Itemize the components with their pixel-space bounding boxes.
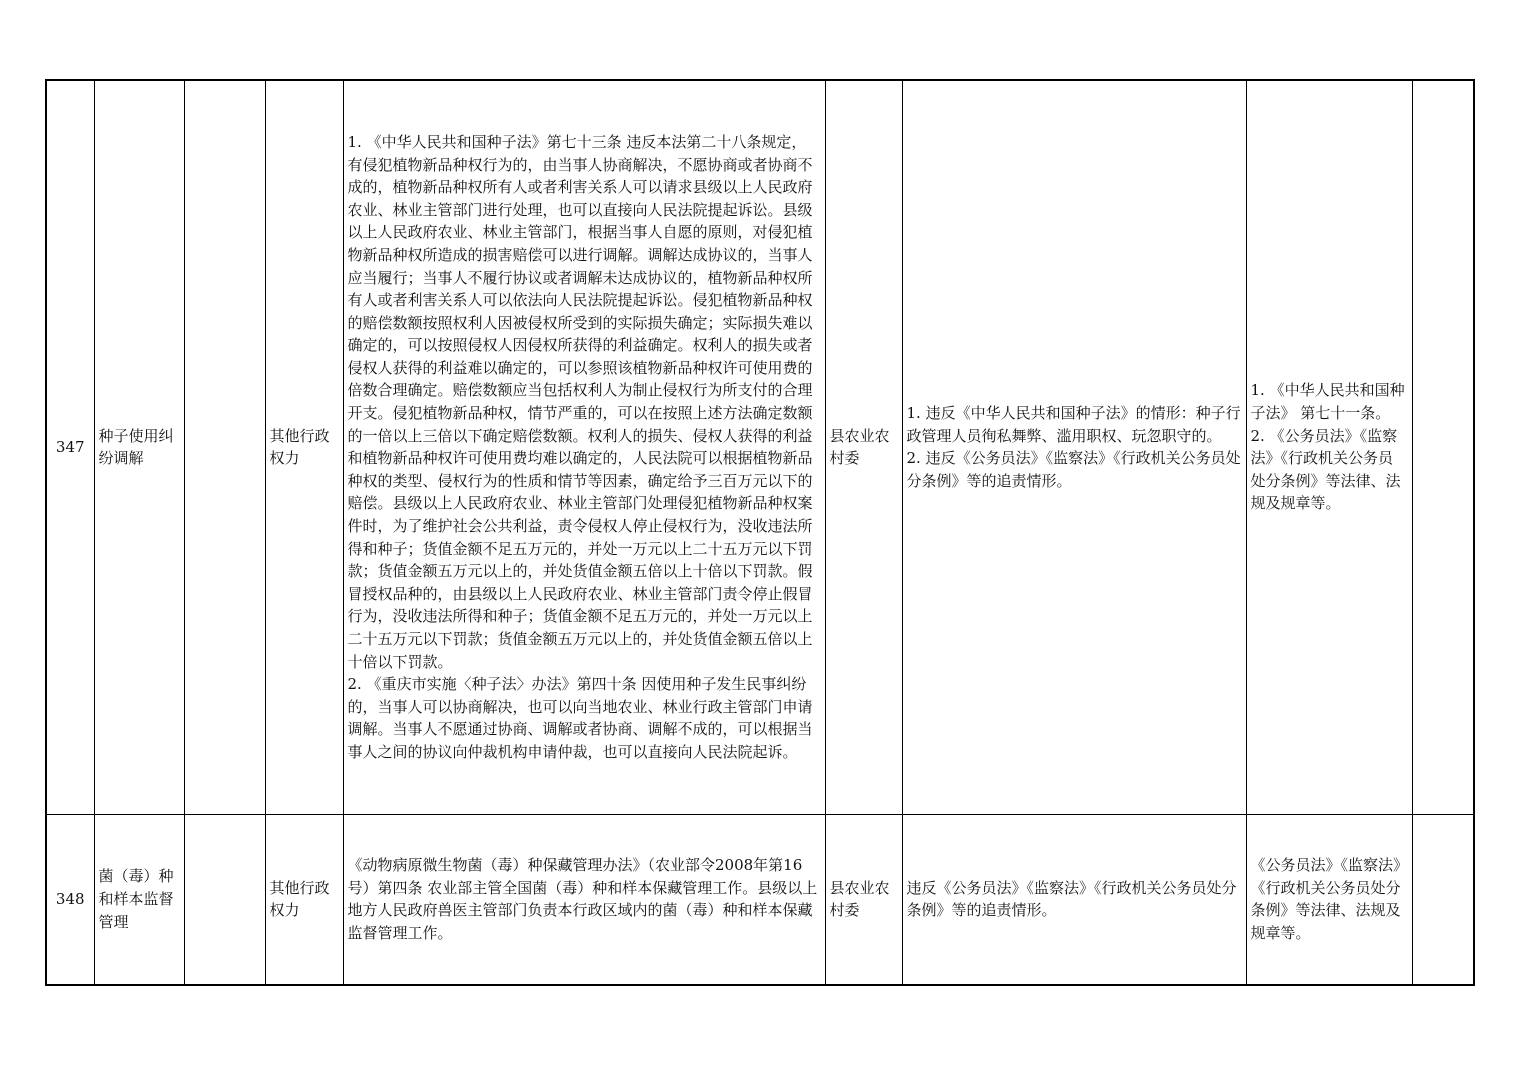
row-number: 347: [46, 80, 94, 814]
empty-cell: [184, 814, 265, 985]
liability-basis-paragraph: 1. 《中华人民共和国种子法》 第七十一条。: [1250, 381, 1405, 423]
table-row: [46, 80, 1474, 814]
power-name: 菌（毒）种和样本监督管理: [94, 814, 184, 985]
power-type: 其他行政权力: [265, 814, 343, 985]
row-number: 348: [46, 814, 94, 985]
empty-cell: [184, 80, 265, 814]
legal-basis: [343, 80, 825, 814]
liability-basis-paragraph: 《公务员法》《监察法》《行政机关公务员处分条例》等法律、法规及规章等。: [1250, 856, 1401, 942]
responsible-department: 县农业农村委: [825, 80, 902, 814]
liability-cases: [902, 814, 1246, 985]
liability-paragraph: 2. 违反《公务员法》《监察法》《行政机关公务员处分条例》等的追责情形。: [906, 449, 1241, 490]
power-type: 其他行政权力: [265, 80, 343, 814]
liability-basis-paragraph: 2. 《公务员法》《监察法》《行政机关公务员处分条例》等法律、法规及规章等。: [1250, 426, 1401, 513]
powers-table: [45, 79, 1475, 986]
liability-basis: [1246, 814, 1412, 985]
legal-basis-paragraph: 2. 《重庆市实施〈种子法〉办法》第四十条 因使用种子发生民事纠纷的，当事人可以协商解决，也可以向当地农业、林业行政主管部门申请调解。当事人不愿通过协商、调解或者协商、调解不成的，可以根据当事人之间的协议向仲裁机构申请仲裁，也可以直接向人民法院起诉。: [347, 675, 813, 761]
liability-paragraph: 1. 违反《中华人民共和国种子法》的情形：种子行政管理人员徇私舞弊、滥用职权、玩忽职守的。: [906, 404, 1241, 445]
liability-cases: [902, 80, 1246, 814]
legal-basis: [343, 814, 825, 985]
legal-basis-paragraph: 1. 《中华人民共和国种子法》第七十三条 违反本法第二十八条规定，有侵犯植物新品种权行为的，由当事人协商解决，不愿协商或者协商不成的，植物新品种权所有人或者利害关系人可以请求县级以上人民政府农业、林业主管部门进行处理，也可以直接向人民法院提起诉讼。县级以上人民政府农业、林业主管部门，根据当事人自愿的原则，对侵犯植物新品种权所造成的损害赔偿可以进行调解。调解达成协议的，当事人应当履行；当事人不履行协议或者调解未达成协议的，植物新品种权所有人或者利害关系人可以依法向人民法院提起诉讼。侵犯植物新品种权的赔偿数额按照权利人因被侵权所受到的实际损失确定；实际损失难以确定的，可以按照侵权人因侵权所获得的利益确定。权利人的损失或者侵权人获得的利益难以确定的，可以参照该植物新品种权许可使用费的倍数合理确定。赔偿数额应当包括权利人为制止侵权行为所支付的合理开支。侵犯植物新品种权，情节严重的，可以在按照上述方法确定数额的一倍以上三倍以下确定赔偿数额。权利人的损失、侵权人获得的利益和植物新品种权许可使用费均难以确定的，人民法院可以根据植物新品种权的类型、侵权行为的性质和情节等因素，确定给予三百万元以下的赔偿。县级以上人民政府农业、林业主管部门处理侵犯植物新品种权案件时，为了维护社会公共利益，责令侵权人停止侵权行为，没收违法所得和种子；货值金额不足五万元的，并处一万元以上二十五万元以下罚款；货值金额五万元以上的，并处货值金额五倍以上十倍以下罚款。假冒授权品种的，由县级以上人民政府农业、林业主管部门责令停止假冒行为，没收违法所得和种子；货值金额不足五万元的，并处一万元以上二十五万元以下罚款；货值金额五万元以上的，并处货值金额五倍以上十倍以下罚款。: [347, 132, 813, 671]
responsible-department: 县农业农村委: [825, 814, 902, 985]
power-name: 种子使用纠纷调解: [94, 80, 184, 814]
table-row: [46, 814, 1474, 985]
legal-basis-paragraph: 《动物病原微生物菌（毒）种保藏管理办法》（农业部令2008年第16号）第四条 农业部主管全国菌（毒）种和样本保藏管理工作。县级以上地方人民政府兽医主管部门负责本行政区域内的菌（毒）种和样本保藏监督管理工作。: [347, 856, 818, 942]
liability-basis: [1246, 80, 1412, 814]
remark-cell: [1412, 814, 1474, 985]
remark-cell: [1412, 80, 1474, 814]
liability-paragraph: 违反《公务员法》《监察法》《行政机关公务员处分条例》等的追责情形。: [906, 878, 1237, 920]
